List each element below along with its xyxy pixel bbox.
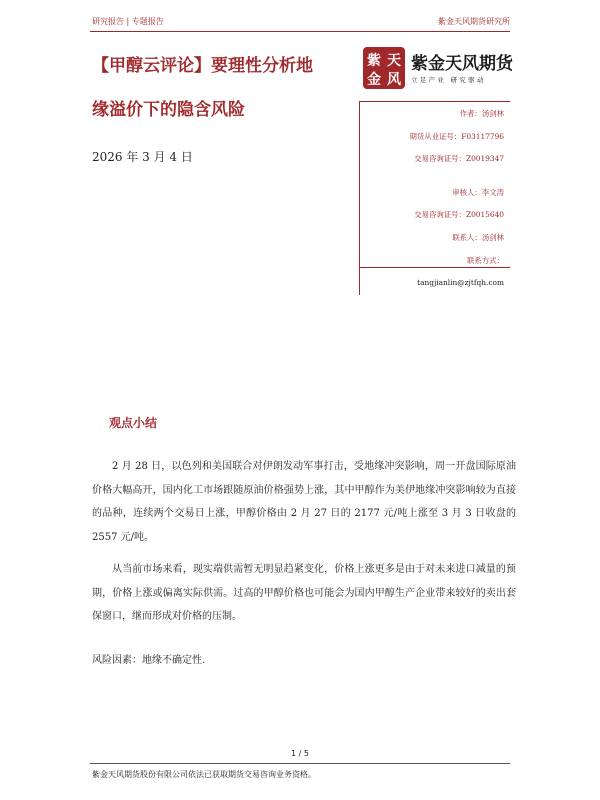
logo-mark-char: 金 — [367, 72, 381, 88]
summary-paragraph-2: 从当前市场来看，现实端供需暂无明显趋紧变化，价格上涨更多是由于对未来进口减量的预期，价格上涨或偏离实际供需。过高的甲醇价格也可能会为国内甲醇生产企业带来较好的卖出套保窗口，继而形成对价格的压制。 — [92, 564, 516, 622]
info-panel-bottom-divider — [359, 267, 510, 268]
author-name: 作者：汤剑林 — [459, 109, 504, 118]
reviewer-consult-license: 交易咨询证号：Z0015640 — [414, 210, 504, 220]
footer-disclaimer: 紫金天风期货股份有限公司依法已获取期货交易咨询业务资格。 — [92, 770, 316, 779]
report-title-line-1: 【甲醇云评论】要理性分析地 — [92, 56, 313, 76]
logo-mark-char: 天 — [387, 53, 401, 69]
report-date: 2026 年 3 月 4 日 — [92, 150, 193, 164]
summary-paragraph-1: 2 月 28 日，以色列和美国联合对伊朗发动军事打击，受地缘冲突影响，周一开盘国际原油价格大幅高开，国内化工市场跟随原油价格强势上涨，其中甲醇作为美伊地缘冲突影响较为直接的品种，连续两个交易日上涨，甲醇价格由 2 月 27 日的 2177 元/吨上涨至 3 月 3 日收盘的 2557 元/吨。 — [92, 461, 516, 543]
footer-divider — [90, 763, 510, 764]
company-logo-mark-icon — [363, 47, 405, 89]
header-institute: 紫金天风期货研究所 — [438, 17, 510, 26]
logo-mark-char: 紫 — [367, 53, 381, 69]
summary-heading: 观点小结 — [109, 416, 158, 430]
company-logo — [363, 47, 523, 91]
author-info-panel — [359, 101, 510, 295]
header-report-type: 研究报告 | 专题报告 — [92, 17, 164, 26]
page-number: 1 / 5 — [291, 749, 309, 758]
risk-factors: 风险因素：地缘不确定性. — [92, 655, 206, 666]
header-divider — [90, 31, 510, 32]
contact-method-label: 联系方式： — [467, 255, 504, 265]
reviewer-name: 审核人：李文涛 — [452, 187, 504, 197]
company-logo-name: 紫金天风期货 — [411, 54, 513, 74]
report-title-line-2: 缘溢价下的隐含风险 — [92, 100, 245, 120]
contact-name: 联系人：汤剑林 — [452, 232, 504, 242]
author-license: 期货从业证号：F03117796 — [409, 131, 504, 141]
logo-mark-char: 风 — [387, 72, 401, 88]
company-logo-slogan: 立足产业 研究驱动 — [411, 76, 486, 84]
report-title — [92, 44, 352, 132]
author-consult-license: 交易咨询证号：Z0019347 — [414, 154, 504, 164]
contact-email[interactable]: tangjianlin@zjtfqh.com — [417, 278, 504, 288]
